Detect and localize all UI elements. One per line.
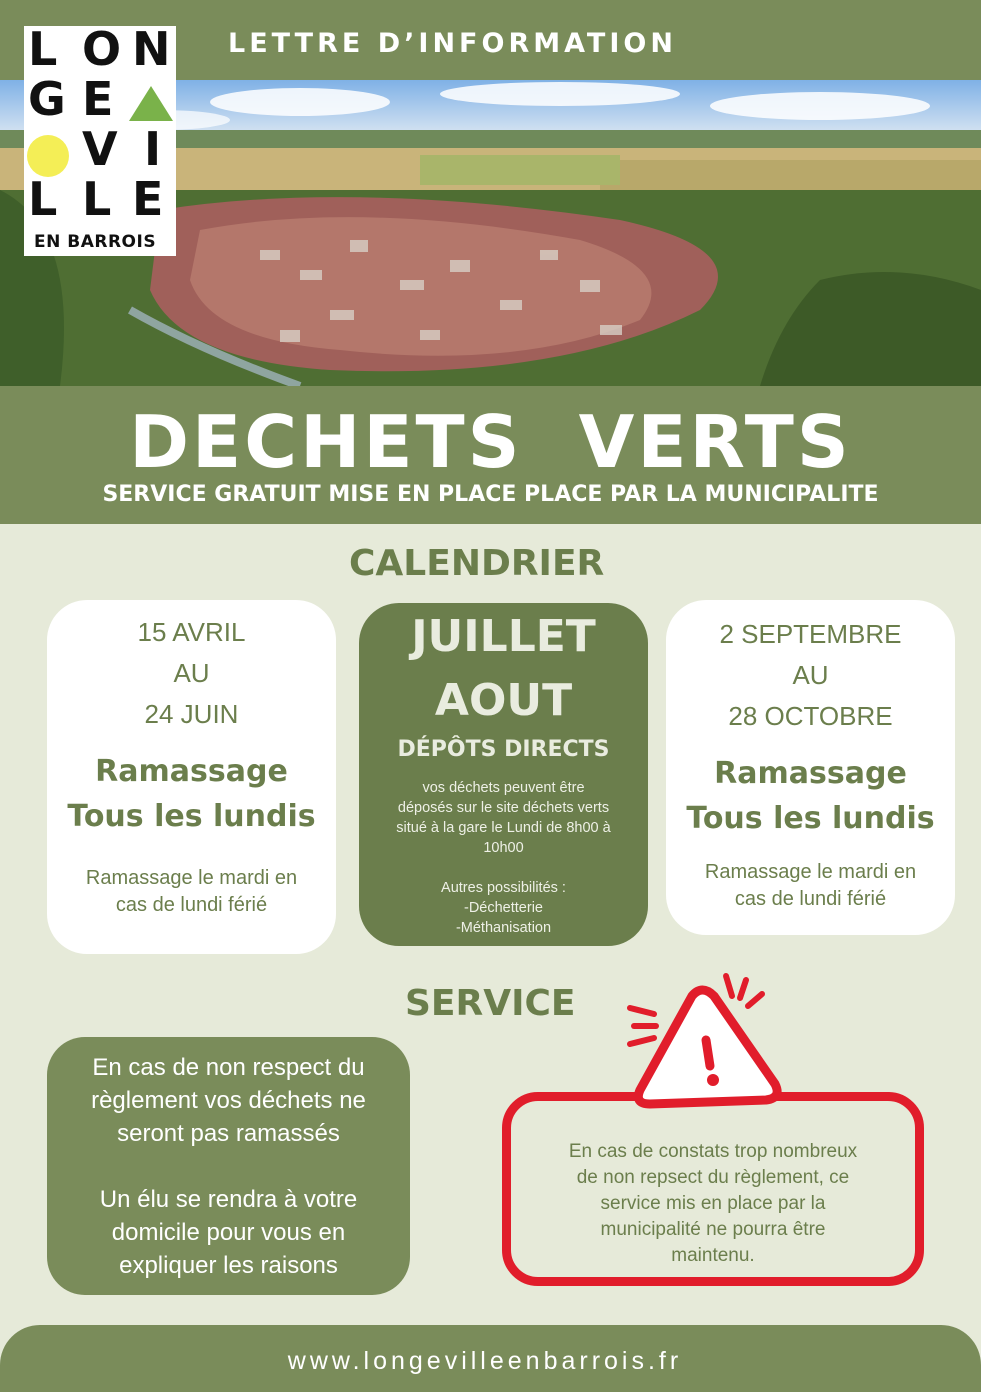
- card-date-to: AU: [792, 660, 829, 690]
- warning-text: En cas de constats trop nombreux: [568, 1141, 858, 1162]
- service-text: Un élu se rendra à votre: [99, 1186, 358, 1213]
- card-direct-deposit: DÉPÔTS DIRECTS: [397, 737, 610, 762]
- warning-text: de non repsect du règlement, ce: [576, 1167, 850, 1188]
- main-title: DECHETS VERTS: [129, 400, 852, 484]
- calendar-heading: CALENDRIER: [349, 543, 605, 584]
- card-month-2: AOUT: [434, 675, 573, 726]
- green-triangle-icon: [128, 84, 174, 122]
- card-note: cas de lundi férié: [115, 894, 268, 916]
- calendar-card-autumn: [666, 600, 955, 935]
- card-date-start: 2 SEPTEMBRE: [719, 619, 902, 649]
- card-pickup-title: Ramassage: [714, 756, 907, 791]
- service-text: seront pas ramassés: [117, 1120, 340, 1147]
- service-text: En cas de non respect du: [92, 1054, 365, 1081]
- card-pickup-days: Tous les lundis: [67, 799, 316, 834]
- card-alt-item: -Déchetterie: [464, 900, 543, 916]
- warning-box: [502, 1092, 924, 1286]
- service-rules-card: [47, 1037, 410, 1295]
- card-pickup-days: Tous les lundis: [686, 801, 935, 836]
- card-date-to: AU: [173, 658, 210, 688]
- card-alt-item: -Méthanisation: [455, 920, 552, 936]
- newsletter-title: LETTRE D’INFORMATION: [228, 28, 677, 59]
- warning-text: municipalité ne pourra être: [600, 1219, 826, 1240]
- warning-text: maintenu.: [671, 1245, 755, 1266]
- warning-triangle-icon: [620, 966, 790, 1116]
- card-pickup-title: Ramassage: [95, 754, 288, 789]
- service-text: règlement vos déchets ne: [91, 1087, 366, 1114]
- card-date-end: 28 OCTOBRE: [728, 701, 893, 731]
- service-text: expliquer les raisons: [119, 1252, 338, 1279]
- card-date-end: 24 JUIN: [144, 699, 239, 729]
- card-month-1: JUILLET: [411, 611, 596, 662]
- card-alt-title: Autres possibilités :: [441, 880, 566, 896]
- service-heading: SERVICE: [405, 983, 576, 1024]
- card-note: cas de lundi férié: [734, 888, 887, 910]
- logo-subtitle: EN BARROIS: [34, 232, 157, 252]
- card-text: vos déchets peuvent être: [422, 780, 585, 796]
- card-note: Ramassage le mardi en: [85, 867, 298, 889]
- card-date-start: 15 AVRIL: [137, 617, 246, 647]
- card-text: déposés sur le site déchets verts: [397, 800, 610, 816]
- card-text: situé à la gare le Lundi de 8h00 à: [396, 820, 611, 836]
- card-note: Ramassage le mardi en: [704, 861, 917, 883]
- calendar-card-spring: [47, 600, 336, 954]
- municipality-logo: L O N G E V I L L E EN BARROIS: [24, 26, 176, 256]
- card-text: 10h00: [483, 840, 524, 856]
- main-subtitle: SERVICE GRATUIT MISE EN PLACE PLACE PAR LA MUNICIPALITE: [102, 482, 879, 507]
- service-text: domicile pour vous en: [111, 1219, 346, 1246]
- website-link[interactable]: www.longevilleenbarrois.fr: [287, 1347, 683, 1375]
- calendar-card-summer: [359, 603, 648, 946]
- warning-text: service mis en place par la: [600, 1193, 826, 1214]
